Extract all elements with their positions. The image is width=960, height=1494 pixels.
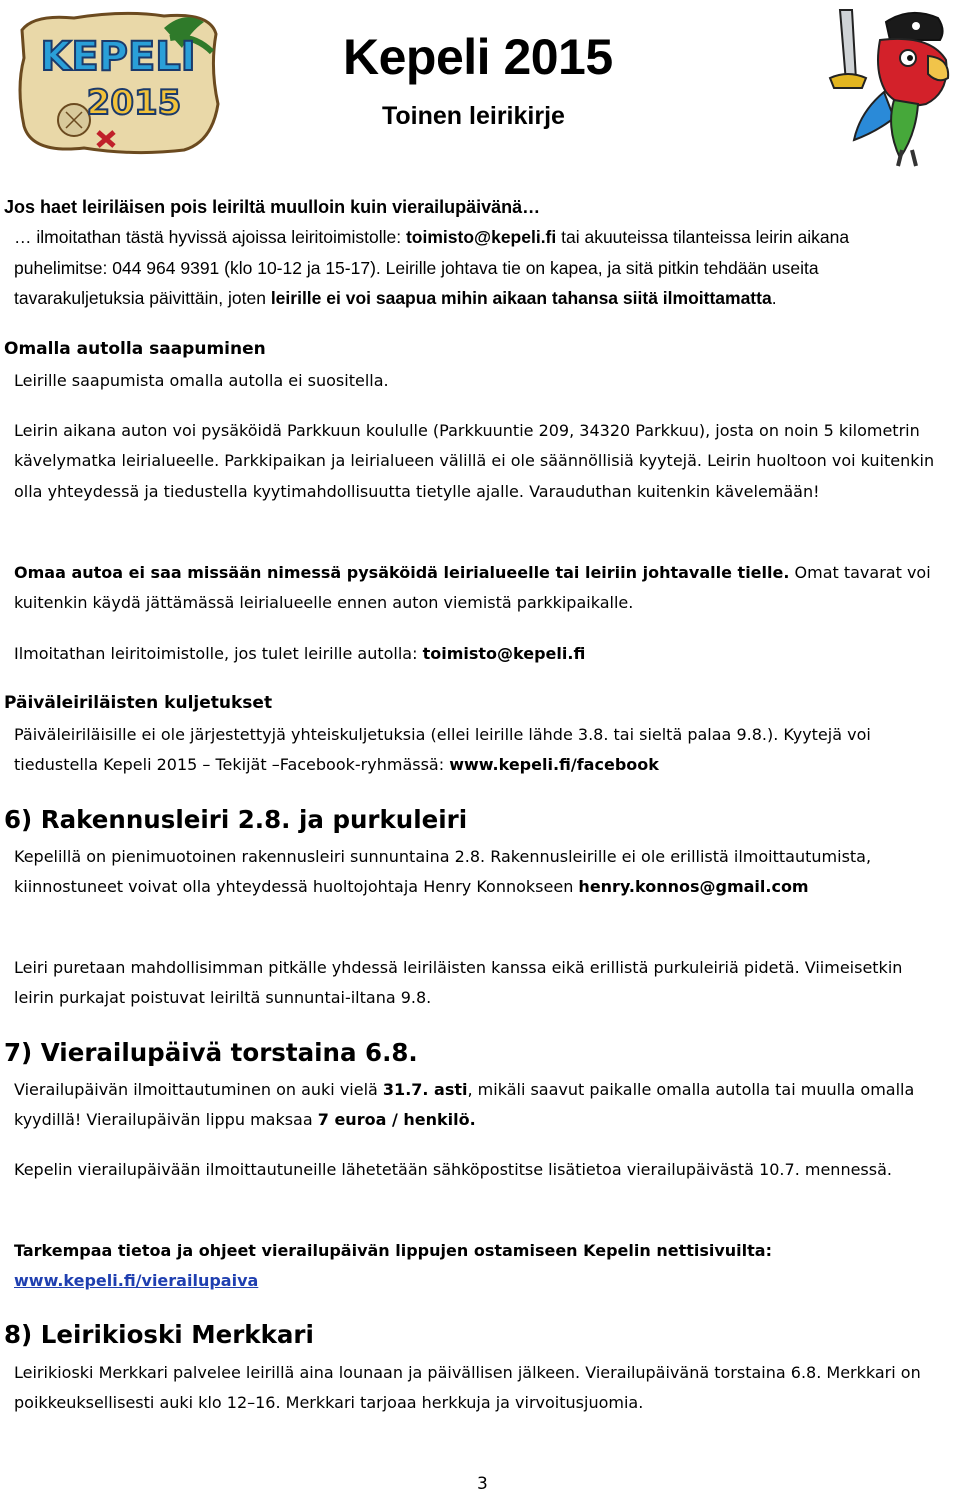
kepeli-logo bbox=[14, 8, 222, 158]
section-heading-8: 8) Leirikioski Merkkari bbox=[4, 1320, 314, 1349]
paragraph-leaving: … ilmoitathan tästä hyvissä ajoissa leiritoimistolle: toimisto@kepeli.fi tai akuuteissa tilanteissa leirin aikana puhelimitse: 044 964 9391 (klo 10-12 ja 15-17). Leirille johtava tie on kapea, ja sitä pitkin tehdään useita tavarakuljetuksia päivittäin, joten leirille ei voi saapua mihin aikaan tahansa siitä ilmoittamatta. bbox=[14, 227, 850, 308]
section-heading-6: 6) Rakennusleiri 2.8. ja purkuleiri bbox=[4, 805, 468, 834]
section-heading-7: 7) Vierailupäivä torstaina 6.8. bbox=[4, 1038, 418, 1067]
office-email: toimisto@kepeli.fi bbox=[405, 227, 557, 247]
section-heading-car: Omalla autolla saapuminen bbox=[4, 339, 266, 359]
vierailupaiva-link[interactable]: www.kepeli.fi/vierailupaiva bbox=[14, 1271, 259, 1291]
paragraph-7-1: Vierailupäivän ilmoittautuminen on auki vielä 31.7. asti, mikäli saavut paikalle omalla autolla tai muulla omalla kyydillä! Vierailupäivän lippu maksaa 7 euroa / henkilö. bbox=[14, 1080, 915, 1130]
paragraph-car-1: Leirille saapumista omalla autolla ei suositella. bbox=[14, 371, 389, 390]
svg-text:2015: 2015 bbox=[86, 83, 182, 123]
paragraph-day: Päiväleiriläisille ei ole järjestettyjä yhteiskuljetuksia (ellei leirille lähde 3.8. tai sieltä palaa 9.8.). Kyytejä voi tiedustella Kepeli 2015 – Tekijät –Facebook-ryhmässä: www.kepeli.fi/facebook bbox=[14, 725, 871, 775]
paragraph-7-3: Tarkempaa tietoa ja ohjeet vierailupäivän lippujen ostamiseen Kepelin nettisivuilta: www.kepeli.fi/vierailupaiva bbox=[14, 1241, 772, 1291]
paragraph-car-4: Ilmoitathan leiritoimistolle, jos tulet leirille autolla: toimisto@kepeli.fi bbox=[14, 644, 586, 663]
paragraph-6-1: Kepelillä on pienimuotoinen rakennusleiri sunnuntaina 2.8. Rakennusleirille ei ole erillistä ilmoittautumista, kiinnostuneet voivat olla yhteydessä huoltojohtaja Henry Konnokseen henry.konnos@gmail.com bbox=[14, 847, 872, 897]
page-title: Kepeli 2015 bbox=[343, 29, 613, 85]
facebook-link: www.kepeli.fi/facebook bbox=[449, 755, 659, 775]
paragraph-car-3: Omaa autoa ei saa missään nimessä pysäköidä leirialueelle tai leiriin johtavalle tielle. Omat tavarat voi kuitenkin käydä jättämässä leirialueelle ennen auton viemistä parkkipaikalle. bbox=[14, 563, 931, 613]
svg-text:KEPELI: KEPELI bbox=[40, 34, 196, 80]
section-heading-day: Päiväleiriläisten kuljetukset bbox=[4, 693, 273, 713]
page-subtitle: Toinen leirikirje bbox=[382, 102, 565, 130]
paragraph-6-2: Leiri puretaan mahdollisimman pitkälle yhdessä leiriläisten kanssa eikä erillistä purkuleiriä pidetä. Viimeisetkin leirin purkajat poistuvat leiriltä sunnuntai-iltana 9.8. bbox=[14, 958, 903, 1008]
paragraph-7-2: Kepelin vierailupäivään ilmoittautuneille lähetetään sähköpostitse lisätietoa vierailupäivästä 10.7. mennessä. bbox=[14, 1160, 892, 1179]
henry-email: henry.konnos@gmail.com bbox=[578, 877, 809, 897]
paragraph-8: Leirikioski Merkkari palvelee leirillä aina lounaan ja päivällisen jälkeen. Vierailupäivänä torstaina 6.8. Merkkari on poikkeuksellisesti auki klo 12–16. Merkkari tarjoaa herkkuja ja virvoitusjuomia. bbox=[14, 1363, 921, 1413]
section-heading-leaving: Jos haet leiriläisen pois leiriltä muulloin kuin vierailupäivänä… bbox=[4, 197, 541, 217]
pirate-parrot-image bbox=[790, 0, 960, 170]
page-number: 3 bbox=[477, 1474, 488, 1494]
office-email-2: toimisto@kepeli.fi bbox=[422, 644, 586, 663]
paragraph-car-2: Leirin aikana auton voi pysäköidä Parkkuun koululle (Parkkuuntie 209, 34320 Parkkuu), josta on noin 5 kilometrin kävelymatka leirialueelle. Parkkipaikan ja leirialueen välillä ei ole säännöllisiä kyytejä. Leirin huoltoon voi kuitenkin olla yhteydessä ja tiedustella kyytimahdollisuutta tietylle ajalle. Varauduthan kuitenkin kävelemään! bbox=[14, 421, 935, 501]
